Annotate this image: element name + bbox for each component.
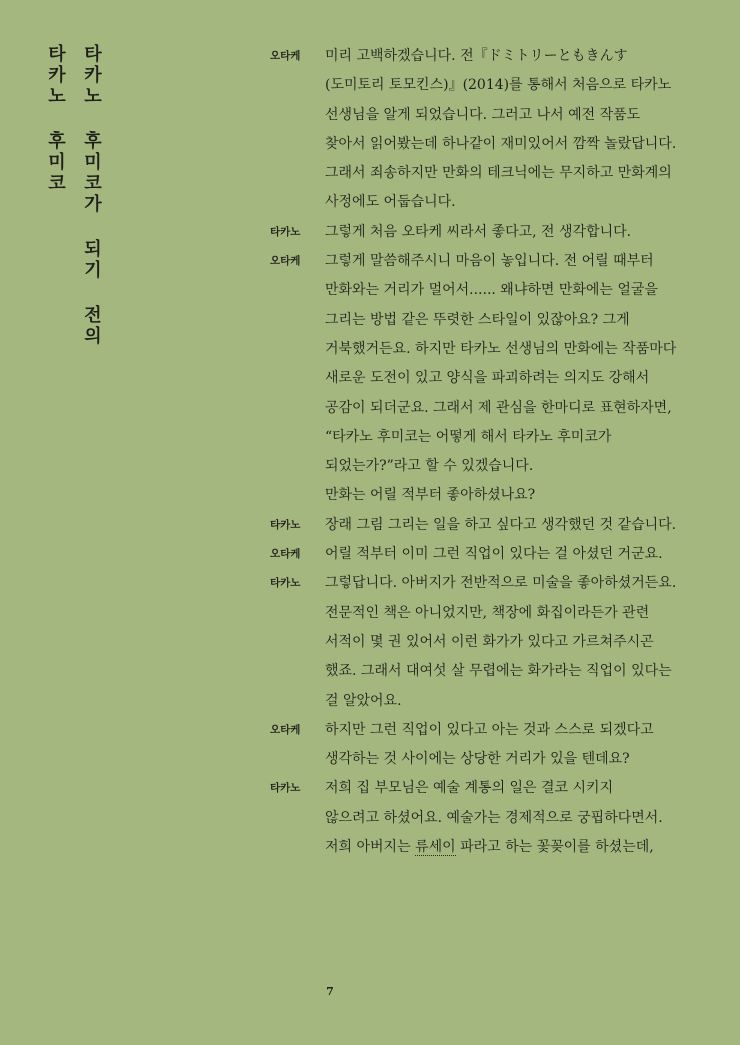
text-line: 않으려고 하셨어요. 예술가는 경제적으로 궁핍하다면서. (325, 809, 663, 826)
text-line: 어릴 적부터 이미 그런 직업이 있다는 걸 아셨던 거군요. (325, 546, 663, 563)
text-line: 되었는가?”라고 할 수 있겠습니다. (325, 458, 534, 475)
text-line: 걸 알았어요. (325, 692, 402, 709)
dialogue-block (270, 42, 710, 218)
dialogue-block (270, 716, 710, 775)
dialogue-text (325, 540, 710, 569)
vertical-title-author: 타카노 후미코 (45, 44, 66, 194)
text-line: 선생님을 알게 되었습니다. 그러고 나서 예전 작품도 (325, 106, 641, 123)
text-line: (도미토리 토모킨스)』(2014)를 통해서 처음으로 타카노 (325, 77, 672, 94)
dialogue-text (325, 247, 710, 511)
dialogue-block (270, 511, 710, 540)
text-line: 저희 집 부모님은 예술 계통의 일은 결코 시키지 (325, 780, 614, 797)
dialogue-text (325, 42, 710, 218)
text-line: 그렇게 처음 오타케 씨라서 좋다고, 전 생각합니다. (325, 223, 632, 240)
dialogue-text (325, 774, 710, 862)
text-line: 만화는 어릴 적부터 좋아하셨나요? (325, 487, 536, 504)
text-line: 사정에도 어둡습니다. (325, 194, 456, 211)
speaker-name: 오타케 (270, 723, 301, 736)
text-line: 미리 고백하겠습니다. 전『ドミトリーともきんす (325, 48, 628, 64)
speaker-name: 타카노 (270, 577, 301, 590)
text-line: 그렇답니다. 아버지가 전반적으로 미술을 좋아하셨거든요. (325, 575, 677, 592)
text-line: 그래서 죄송하지만 만화의 테크닉에는 무지하고 만화계의 (325, 165, 672, 182)
speaker-name: 오타케 (270, 255, 301, 268)
interview-dialogue (270, 42, 710, 862)
page-number: 7 (326, 985, 334, 998)
text-line: 하지만 그런 직업이 있다고 아는 것과 스스로 되겠다고 (325, 721, 654, 738)
text-line: 찾아서 읽어봤는데 하나같이 재미있어서 깜짝 놀랐답니다. (325, 135, 677, 152)
text-line: “타카노 후미코는 어떻게 해서 타카노 후미코가 (325, 428, 612, 445)
dialogue-block (270, 218, 710, 247)
dialogue-block (270, 540, 710, 569)
dialogue-text (325, 716, 710, 775)
speaker-name: 타카노 (270, 782, 301, 795)
text-line: 공감이 되더군요. 그래서 제 관심을 한마디로 표현하자면, (325, 399, 672, 416)
dialogue-text (325, 218, 710, 247)
text-line: 그리는 방법 같은 뚜렷한 스타일이 있잖아요? 그게 (325, 311, 630, 328)
vertical-title-main: 타카노 후미코가 되기 전의 (81, 44, 102, 347)
text-line: 생각하는 것 사이에는 상당한 거리가 있을 텐데요? (325, 751, 630, 768)
text-segment: 파라고 하는 꽃꽂이를 하셨는데, (455, 839, 654, 856)
text-line: 했죠. 그래서 대여섯 살 무렵에는 화가라는 직업이 있다는 (325, 663, 672, 680)
dialogue-block (270, 247, 710, 511)
speaker-name: 오타케 (270, 50, 301, 62)
text-line: 만화와는 거리가 멀어서...... 왜냐하면 만화에는 얼굴을 (325, 282, 658, 299)
text-line: 그렇게 말씀해주시니 마음이 놓입니다. 전 어릴 때부터 (325, 253, 654, 270)
speaker-name: 오타케 (270, 548, 301, 561)
text-line: 거북했거든요. 하지만 타카노 선생님의 만화에는 작품마다 (325, 340, 677, 357)
dialogue-text (325, 511, 710, 540)
dialogue-block (270, 569, 710, 715)
text-line (325, 833, 710, 862)
speaker-name: 타카노 (270, 518, 301, 531)
dialogue-block (270, 774, 710, 862)
text-line: 전문적인 책은 아니었지만, 책장에 화집이라든가 관련 (325, 604, 650, 621)
text-line: 장래 그림 그리는 일을 하고 싶다고 생각했던 것 같습니다. (325, 516, 677, 533)
speaker-name: 타카노 (270, 225, 301, 238)
dialogue-text (325, 569, 710, 715)
emphasized-word: 류세이 (415, 839, 456, 856)
text-segment: 저희 아버지는 (325, 839, 416, 856)
text-line: 서적이 몇 권 있어서 이런 화가가 있다고 가르쳐주시곤 (325, 633, 654, 650)
text-line: 새로운 도전이 있고 양식을 파괴하려는 의지도 강해서 (325, 370, 650, 387)
